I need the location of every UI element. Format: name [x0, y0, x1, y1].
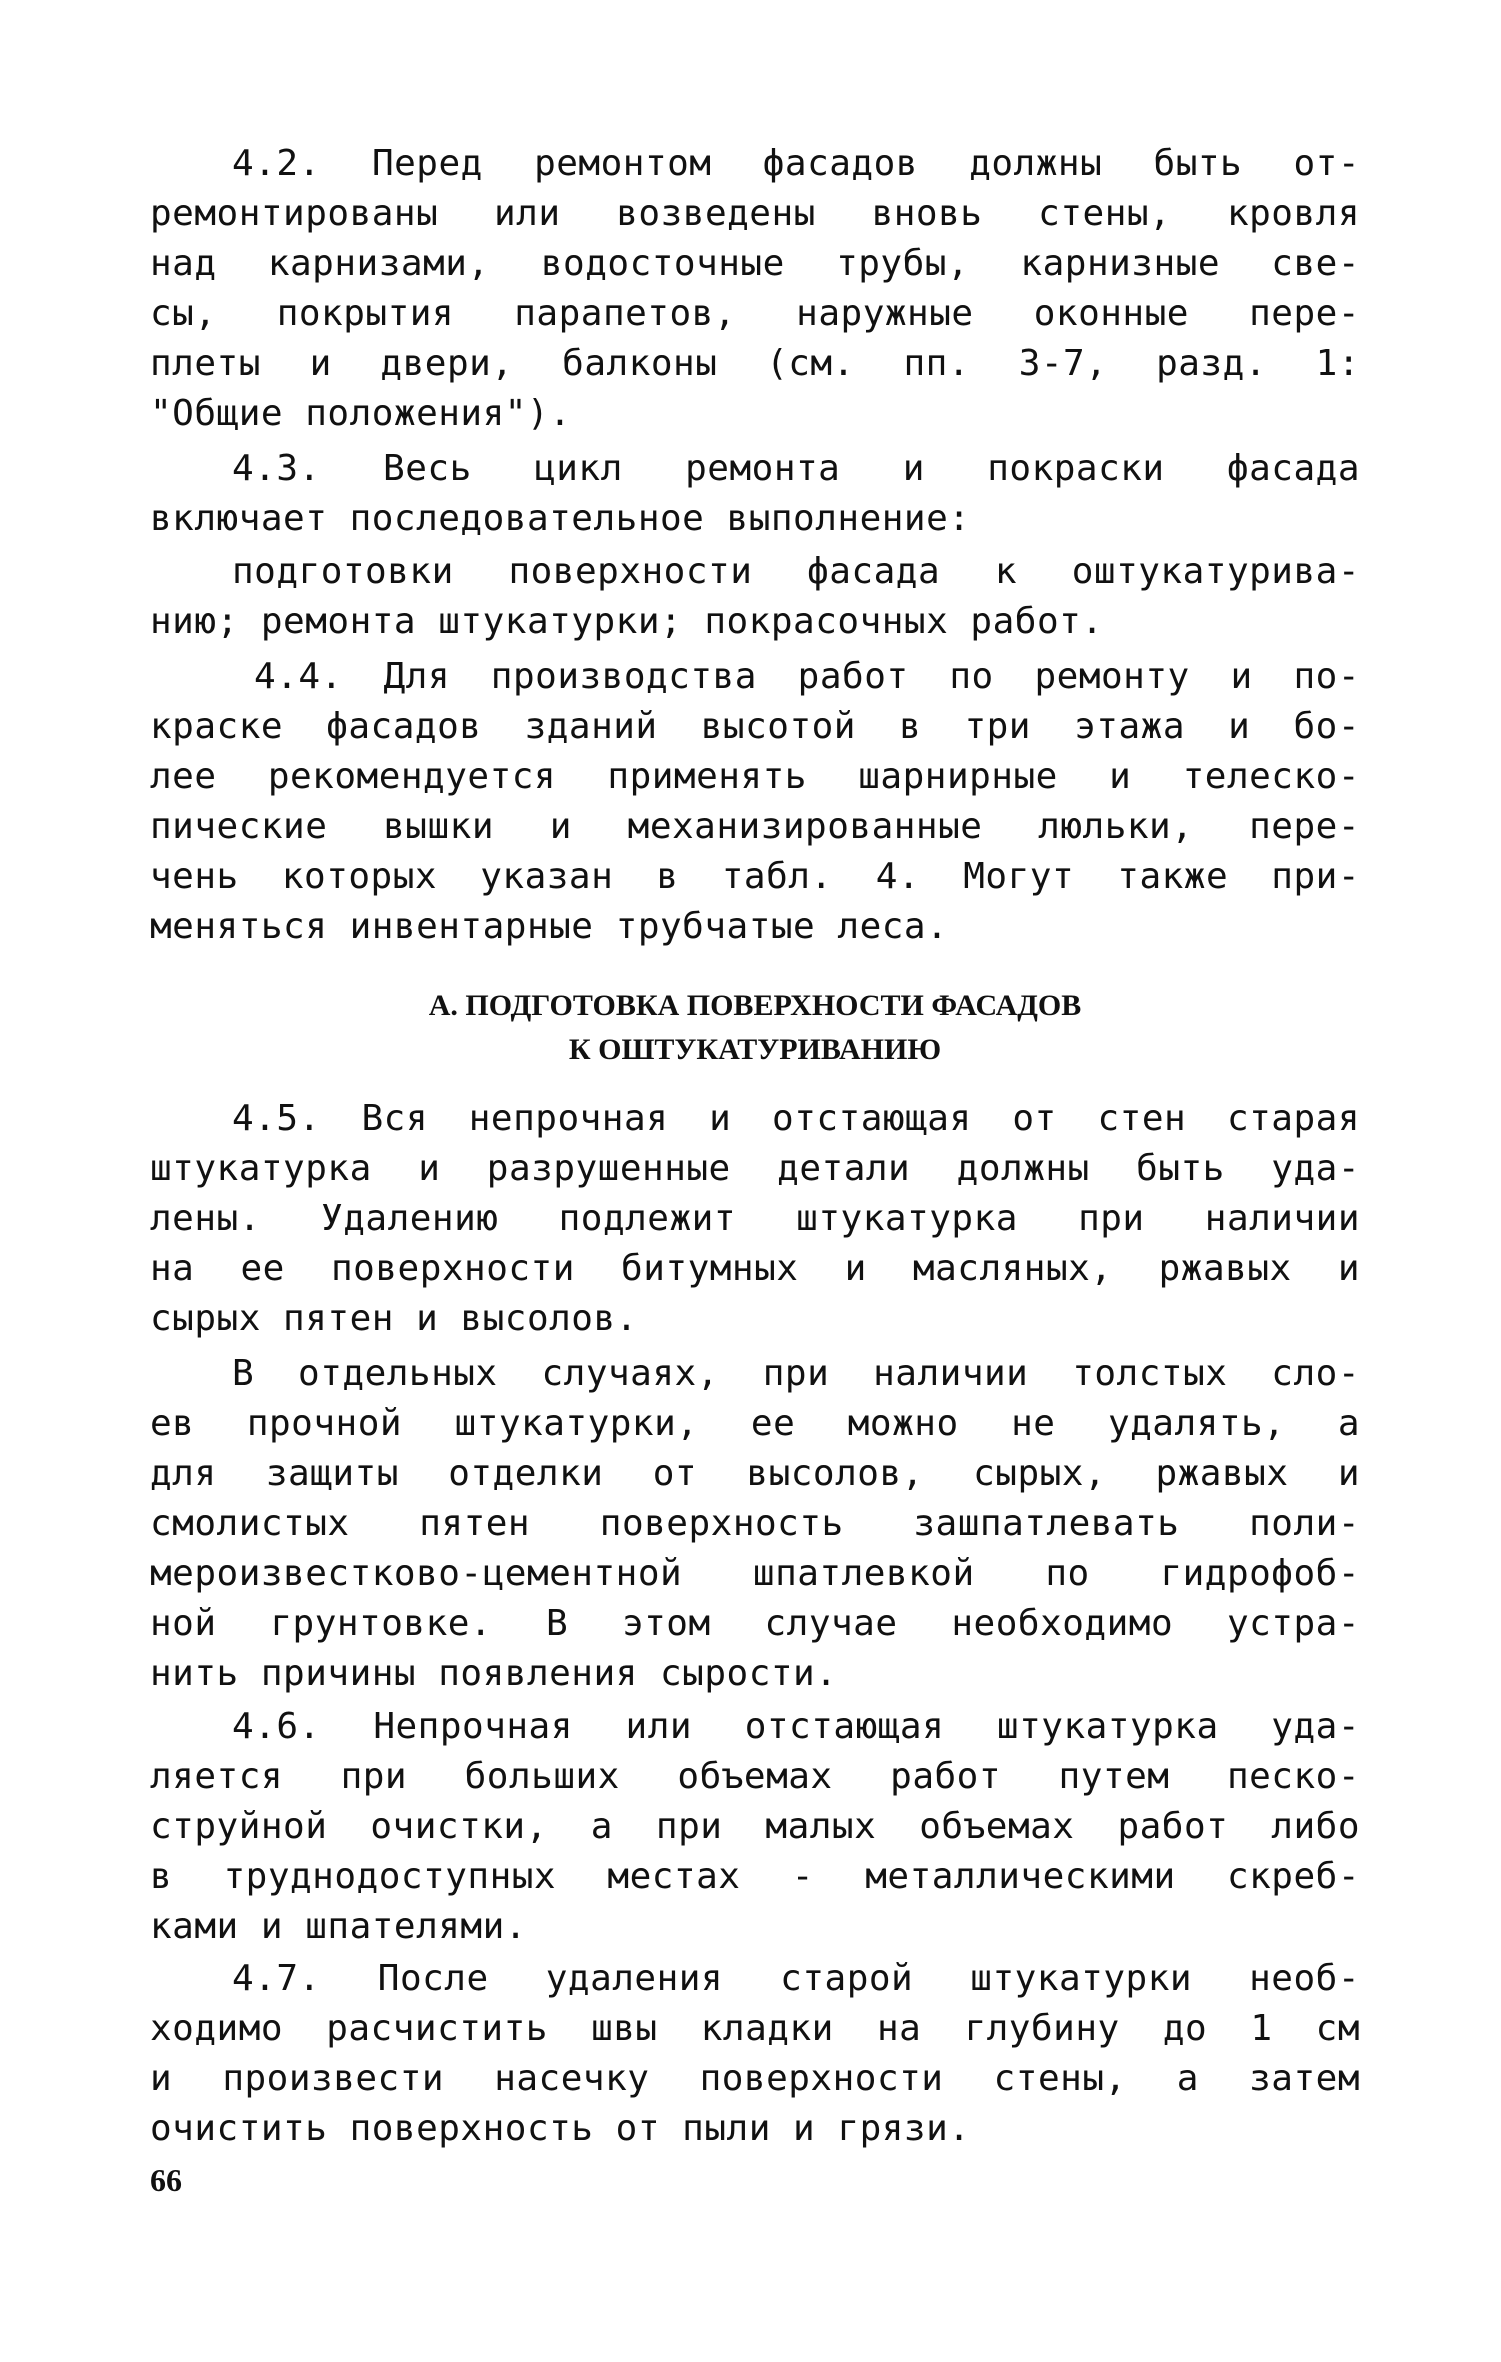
- paragraph-4-2-line: ремонтированы или возведены вновь стены, кровля: [150, 193, 1360, 234]
- paragraph-individual-cases-line: ев прочной штукатурки, ее можно не удалять, а: [150, 1403, 1360, 1444]
- paragraph-individual-cases-line: ной грунтовке. В этом случае необходимо устра-: [150, 1603, 1360, 1644]
- paragraph-individual-cases-line: нить причины появления сырости.: [150, 1653, 838, 1694]
- paragraph-4-4-line: пические вышки и механизированные люльки, пере-: [150, 806, 1360, 847]
- paragraph-4-2-line: "Общие положения").: [150, 393, 572, 434]
- paragraph-4-5-line: 4.5. Вся непрочная и отстающая от стен старая: [232, 1098, 1360, 1139]
- paragraph-4-4-line: 4.4. Для производства работ по ремонту и по-: [254, 656, 1360, 697]
- paragraph-4-6-line: струйной очистки, а при малых объемах работ либо: [150, 1806, 1360, 1847]
- paragraph-individual-cases-line: смолистых пятен поверхность зашпатлевать поли-: [150, 1503, 1360, 1544]
- paragraph-4-6-line: ками и шпателями.: [150, 1906, 527, 1947]
- paragraph-4-2-line: плеты и двери, балконы (см. пп. 3-7, разд. 1:: [150, 343, 1360, 384]
- paragraph-individual-cases-line: В отдельных случаях, при наличии толстых сло-: [232, 1353, 1360, 1394]
- paragraph-4-6-line: ляется при больших объемах работ путем песко-: [150, 1756, 1360, 1797]
- paragraph-4-4-line: лее рекомендуется применять шарнирные и телеско-: [150, 756, 1360, 797]
- paragraph-4-2-line: сы, покрытия парапетов, наружные оконные пере-: [150, 293, 1360, 334]
- paragraph-4-5-line: сырых пятен и высолов.: [150, 1298, 638, 1339]
- paragraph-4-4-line: чень которых указан в табл. 4. Могут также при-: [150, 856, 1360, 897]
- section-heading-line-2: К ОШТУКАТУРИВАНИЮ: [568, 1033, 942, 1066]
- paragraph-4-3-line: включает последовательное выполнение:: [150, 498, 971, 539]
- paragraph-4-7-line: очистить поверхность от пыли и грязи.: [150, 2108, 971, 2149]
- paragraph-individual-cases-line: для защиты отделки от высолов, сырых, ржавых и: [150, 1453, 1360, 1494]
- paragraph-4-6-line: 4.6. Непрочная или отстающая штукатурка уда-: [232, 1706, 1360, 1747]
- paragraph-4-3-list-line: подготовки поверхности фасада к оштукатурива-: [232, 551, 1360, 592]
- paragraph-4-3-list-line: нию; ремонта штукатурки; покрасочных работ.: [150, 601, 1104, 642]
- paragraph-4-7-line: ходимо расчистить швы кладки на глубину до 1 см: [150, 2008, 1360, 2049]
- paragraph-4-7-line: и произвести насечку поверхности стены, а затем: [150, 2058, 1360, 2099]
- paragraph-4-6-line: в труднодоступных местах - металлическими скреб-: [150, 1856, 1360, 1897]
- paragraph-4-7-line: 4.7. После удаления старой штукатурки необ-: [232, 1958, 1360, 1999]
- paragraph-4-3-line: 4.3. Весь цикл ремонта и покраски фасада: [232, 448, 1360, 489]
- page-number: 66: [150, 2162, 182, 2198]
- paragraph-4-4-line: меняться инвентарные трубчатые леса.: [150, 906, 949, 947]
- paragraph-4-4-line: краске фасадов зданий высотой в три этажа и бо-: [150, 706, 1360, 747]
- paragraph-4-2-line: 4.2. Перед ремонтом фасадов должны быть от-: [232, 143, 1360, 184]
- paragraph-4-2-line: над карнизами, водосточные трубы, карнизные све-: [150, 243, 1360, 284]
- paragraph-4-5-line: штукатурка и разрушенные детали должны быть уда-: [150, 1148, 1360, 1189]
- paragraph-individual-cases-line: мероизвестково-цементной шпатлевкой по гидрофоб-: [150, 1553, 1360, 1594]
- paragraph-4-5-line: на ее поверхности битумных и масляных, ржавых и: [150, 1248, 1360, 1289]
- paragraph-4-5-line: лены. Удалению подлежит штукатурка при наличии: [150, 1198, 1360, 1239]
- section-heading-line-1: А. ПОДГОТОВКА ПОВЕРХНОСТИ ФАСАДОВ: [428, 989, 1082, 1022]
